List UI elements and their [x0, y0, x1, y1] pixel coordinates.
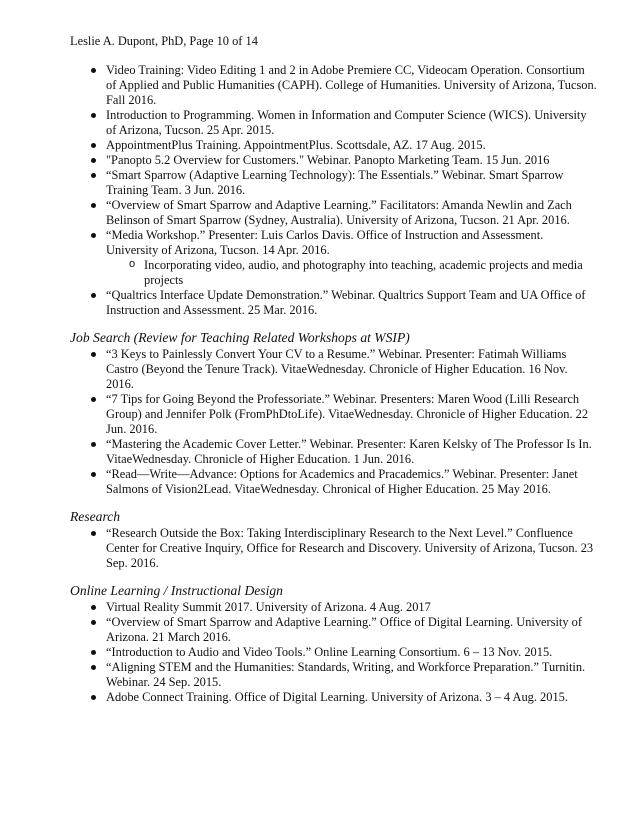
list-item [70, 645, 598, 660]
item-text: Video Training: Video Editing 1 and 2 in Adobe Premiere CC, Videocam Operation. Consortium of Applied and Public Humanities (CAPH). College of Humanities. University of Arizona, Tucson. Fall 2016. [106, 63, 597, 107]
item-text: “Overview of Smart Sparrow and Adaptive Learning.” Facilitators: Amanda Newlin and Zach Belinson of Smart Sparrow (Sydney, Australia). University of Arizona, Tucson. 21 Apr. 2016. [106, 198, 572, 227]
item-text: “Introduction to Audio and Video Tools.” Online Learning Consortium. 6 – 13 Nov. 2015. [106, 645, 553, 659]
section-heading-online-learning: Online Learning / Instructional Design [70, 583, 283, 598]
item-text: “Smart Sparrow (Adaptive Learning Technology): The Essentials.” Webinar. Smart Sparrow Training Team. 3 Jun. 2016. [106, 168, 564, 197]
list-item [70, 198, 598, 228]
item-text: "Panopto 5.2 Overview for Customers." Webinar. Panopto Marketing Team. 15 Jun. 2016 [106, 153, 550, 167]
list-item [70, 615, 598, 645]
research-list [70, 526, 598, 571]
section-heading-research: Research [70, 509, 121, 524]
list-item [70, 153, 598, 168]
item-text: “7 Tips for Going Beyond the Professoriate.” Webinar. Presenters: Maren Wood (Lilli Research Group) and Jennifer Polk (FromPhDtoLife). VitaeWednesday. Chronicle of Higher Education. 22 Jun. 2016. [106, 392, 589, 436]
item-text: Virtual Reality Summit 2017. University of Arizona. 4 Aug. 2017 [106, 600, 431, 614]
list-item [70, 392, 598, 437]
section-heading-job-search: Job Search (Review for Teaching Related Workshops at WSIP) [70, 330, 410, 345]
continued-list [70, 63, 598, 318]
list-item [70, 526, 598, 571]
list-item [70, 690, 598, 705]
list-item [70, 660, 598, 690]
list-item [70, 63, 598, 108]
item-text: “3 Keys to Painlessly Convert Your CV to a Resume.” Webinar. Presenter: Fatimah Williams Castro (Beyond the Tenure Track). VitaeWednesday. Chronicle of Higher Education. 16 Nov. 2016. [106, 347, 568, 391]
sub-list-item [106, 258, 598, 288]
item-text: Adobe Connect Training. Office of Digital Learning. University of Arizona. 3 – 4 Aug. 2015. [106, 690, 568, 704]
job-search-list [70, 347, 598, 497]
item-text: “Research Outside the Box: Taking Interdisciplinary Research to the Next Level.” Confluence Center for Creative Inquiry, Office for Research and Discovery. University of Arizona, Tucson. 23 Sep. 2016. [106, 526, 594, 570]
item-text: “Read—Write—Advance: Options for Academics and Pracademics.” Webinar. Presenter: Janet Salmons of Vision2Lead. VitaeWednesday. Chronical of Higher Education. 25 May 2016. [106, 467, 578, 496]
online-learning-list [70, 600, 598, 705]
list-item [70, 138, 598, 153]
list-item [70, 168, 598, 198]
list-item [70, 288, 598, 318]
item-text: “Media Workshop.” Presenter: Luis Carlos Davis. Office of Instruction and Assessment. University of Arizona, Tucson. 14 Apr. 2016. [106, 228, 544, 257]
item-text: “Qualtrics Interface Update Demonstration.” Webinar. Qualtrics Support Team and UA Office of Instruction and Assessment. 25 Mar. 2016. [106, 288, 586, 317]
list-item [70, 467, 598, 497]
item-text: “Aligning STEM and the Humanities: Standards, Writing, and Workforce Preparation.” Turnitin. Webinar. 24 Sep. 2015. [106, 660, 586, 689]
item-text: “Overview of Smart Sparrow and Adaptive Learning.” Office of Digital Learning. University of Arizona. 21 March 2016. [106, 615, 582, 644]
sub-list [106, 258, 598, 288]
item-text: AppointmentPlus Training. AppointmentPlus. Scottsdale, AZ. 17 Aug. 2015. [106, 138, 486, 152]
item-text: “Mastering the Academic Cover Letter.” Webinar. Presenter: Karen Kelsky of The Professor Is In. VitaeWednesday. Chronicle of Higher Education. 1 Jun. 2016. [106, 437, 592, 466]
page-header: Leslie A. Dupont, PhD, Page 10 of 14 [70, 34, 258, 48]
list-item [70, 228, 598, 288]
list-item [70, 108, 598, 138]
list-item [70, 600, 598, 615]
list-item [70, 437, 598, 467]
sub-item-text: Incorporating video, audio, and photography into teaching, academic projects and media projects [144, 258, 583, 287]
item-text: Introduction to Programming. Women in Information and Computer Science (WICS). University of Arizona, Tucson. 25 Apr. 2015. [106, 108, 587, 137]
list-item [70, 347, 598, 392]
